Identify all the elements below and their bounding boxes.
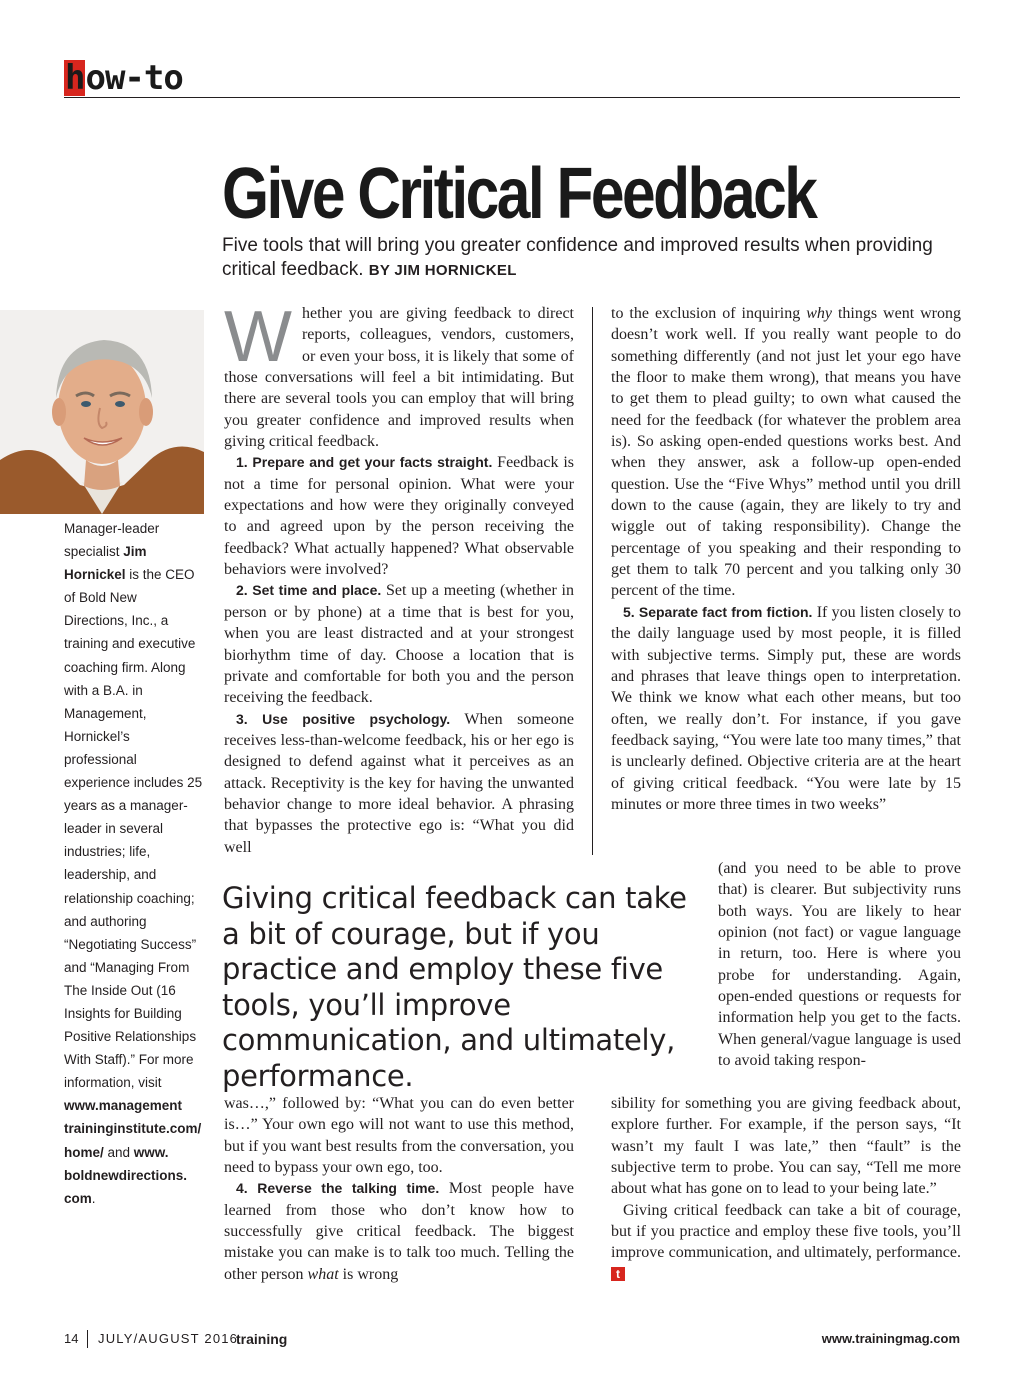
author-bio bbox=[64, 517, 204, 1210]
author-portrait-image bbox=[0, 310, 204, 514]
conclusion-text: Giving critical feedback can take a bit of courage, but if you practice and employ these five tools, you’ll improve communication, and ultimately, performance. bbox=[611, 1201, 961, 1262]
body-paragraph-tool-4 bbox=[224, 1178, 574, 1285]
body-paragraph-tool-5-cont: (and you need to be able to prove that) is clearer. But subjectivity runs both ways. You are likely to hear opinion (not fact) or vague language in return, too. Here is where you probe for understanding. Again, open-ended questions or requests for information help you get to the facts. When general/vague language is used to avoid taking respon- bbox=[718, 860, 961, 1070]
pull-quote: Giving critical feedback can take a bit of courage, but if you practice and employ these five tools, you’ll improve communication, and ultimately, performance. bbox=[222, 881, 687, 1093]
body-column-1-bottom bbox=[224, 1093, 574, 1285]
tool-4-emphasis: what bbox=[307, 1265, 339, 1283]
bio-link-management-training[interactable]: www.management traininginstitute.com/ home/ bbox=[64, 1098, 202, 1160]
body-paragraph-tool-3-cont: was…,” followed by: “What you can do even better is…” Your own ego will not want to use this method, but if you want best results from the conversation, you need to bypass your own ego, too. bbox=[224, 1095, 574, 1177]
body-paragraph-tool-5 bbox=[611, 602, 961, 815]
tool-2-heading: 2. Set time and place. bbox=[236, 582, 382, 599]
magazine-name: training bbox=[236, 1331, 288, 1347]
tool-4-cont-text: to the exclusion of inquiring bbox=[611, 305, 807, 322]
end-mark-icon: t bbox=[611, 1267, 625, 1281]
body-paragraph-tool-4-cont bbox=[611, 303, 961, 602]
article-title: Give Critical Feedback bbox=[222, 154, 816, 234]
section-label-rest: ow-to bbox=[85, 58, 183, 98]
tool-5-heading: 5. Separate fact from fiction. bbox=[623, 603, 813, 620]
byline: BY JIM HORNICKEL bbox=[368, 262, 517, 279]
body-paragraph-tool-1 bbox=[224, 452, 574, 580]
body-column-2-top bbox=[611, 303, 961, 815]
bio-text-1: Manager-leader specialist bbox=[64, 521, 160, 560]
body-column-2-bottom bbox=[611, 1093, 961, 1285]
tool-4-heading: 4. Reverse the talking time. bbox=[236, 1180, 440, 1197]
tool-5-text: If you listen closely to the daily language used by most people, it is filled with subjective terms. Simply put, these are words and phrases that leave things open to interpretation. We think we know what each other means, but too often, we really don’t. For instance, if you gave feedback saying, “You were late too many times,” that is unclearly defined. Objective criteria are at the heart of giving critical feedback. “You were late by 15 minutes or more three times in two weeks” bbox=[611, 603, 961, 813]
bio-author-name: Jim Hornickel bbox=[64, 544, 147, 583]
body-paragraph-tool-3 bbox=[224, 709, 574, 858]
body-paragraph-tool-5-end: sibility for something you are giving feedback about, explore further. For example, if the person says, “It wasn’t my fault I was late,” then “fault” is the subjective term to probe. You can say, “Tell me more about what has gone on to lead to your being late.” bbox=[611, 1095, 961, 1198]
tool-4-text-end: is wrong bbox=[338, 1265, 399, 1283]
footer-divider bbox=[87, 1330, 88, 1348]
tool-1-heading: 1. Prepare and get your facts straight. bbox=[236, 454, 493, 471]
body-paragraph-tool-2 bbox=[224, 580, 574, 708]
section-label bbox=[64, 60, 183, 96]
tool-3-text: When someone receives less-than-welcome feedback, his or her ego is designed to defend against what it perceives as an attack. Receptivity is the key for having the unwanted behavior change to more ideal behavior. A phrasing that bypasses the protective ego is: “What you did well bbox=[224, 710, 574, 856]
author-photo bbox=[0, 310, 204, 514]
tool-4-cont-text-2: things went wrong doesn’t work well. If you really want people to do something differently (and not just let your ego have the floor to make them wrong), that means you have to get them to plead guilty; to own what caused the need for the feedback (for whatever the problem area is). So asking open-ended questions works best. And when they answer, ask a follow-up open-ended question. Use the “Five Whys” method until you drill down to the cause (again, they are likely to try and wiggle out of taking responsibility). Change the percentage of you speaking and their responding to get them to talk 70 percent and you talking only 30 percent of the time. bbox=[611, 305, 961, 600]
article-deck bbox=[222, 234, 962, 283]
bio-text-2: is the CEO of Bold New Directions, Inc., a training and executive coaching firm. Along with a B.A. in Management, Hornickel’s professional experience includes 25 years as a manager-leader in several industries; life, leadership, and relationship coaching; and authoring “Negotiating Success” and “Managing From The Inside Out (16 Insights for Building Positive Relationships With Staff).” For more information, visit bbox=[64, 567, 203, 1091]
bio-text-4: . bbox=[91, 1190, 96, 1206]
drop-cap: W bbox=[224, 297, 292, 377]
section-header bbox=[64, 58, 960, 98]
bio-text-3: and bbox=[103, 1144, 134, 1160]
body-paragraph-intro bbox=[224, 297, 574, 452]
column-divider bbox=[592, 307, 593, 855]
tool-2-text: Set up a meeting (whether in person or by phone) at a time that is best for you, when you are least distracted and at your strongest biorhythm time of day. Choose a location that is private and comfortable for both you and the person receiving the feedback. bbox=[224, 582, 575, 707]
body-paragraph-conclusion bbox=[611, 1200, 961, 1285]
tool-4-cont-emphasis: why bbox=[806, 305, 832, 322]
tool-1-text: Feedback is not a time for personal opinion. What were your expectations and how were they originally conveyed to and agreed upon by the person receiving the feedback? What actually happened? What observable behaviors were involved? bbox=[224, 454, 574, 579]
tool-4-text: Most people have learned from those who don’t know how to successfully give critical feedback. The biggest mistake you can make is to talk too much. Telling the other person bbox=[224, 1180, 574, 1283]
issue-date: JULY/AUGUST 2016 bbox=[98, 1331, 239, 1346]
page-number: 14 bbox=[64, 1331, 79, 1346]
section-label-initial: h bbox=[65, 58, 85, 98]
intro-text: hether you are giving feedback to direct reports, colleagues, vendors, customers, or even your boss, it is likely that some of those conversations will feel a bit intimidating. But there are several tools you can employ that will bring you greater confidence and improved results when giving critical feedback. bbox=[224, 305, 574, 451]
deck-text: Five tools that will bring you greater confidence and improved results when providing critical feedback. bbox=[222, 235, 933, 280]
body-column-1-top bbox=[224, 297, 575, 858]
bio-link-boldnewdirections[interactable]: www. boldnewdirections. com bbox=[64, 1144, 188, 1206]
footer-url-link[interactable]: www.trainingmag.com bbox=[821, 1331, 960, 1346]
body-column-2-wrap bbox=[718, 858, 961, 1071]
tool-3-heading: 3. Use positive psychology. bbox=[236, 710, 451, 727]
page-footer bbox=[64, 1328, 960, 1350]
